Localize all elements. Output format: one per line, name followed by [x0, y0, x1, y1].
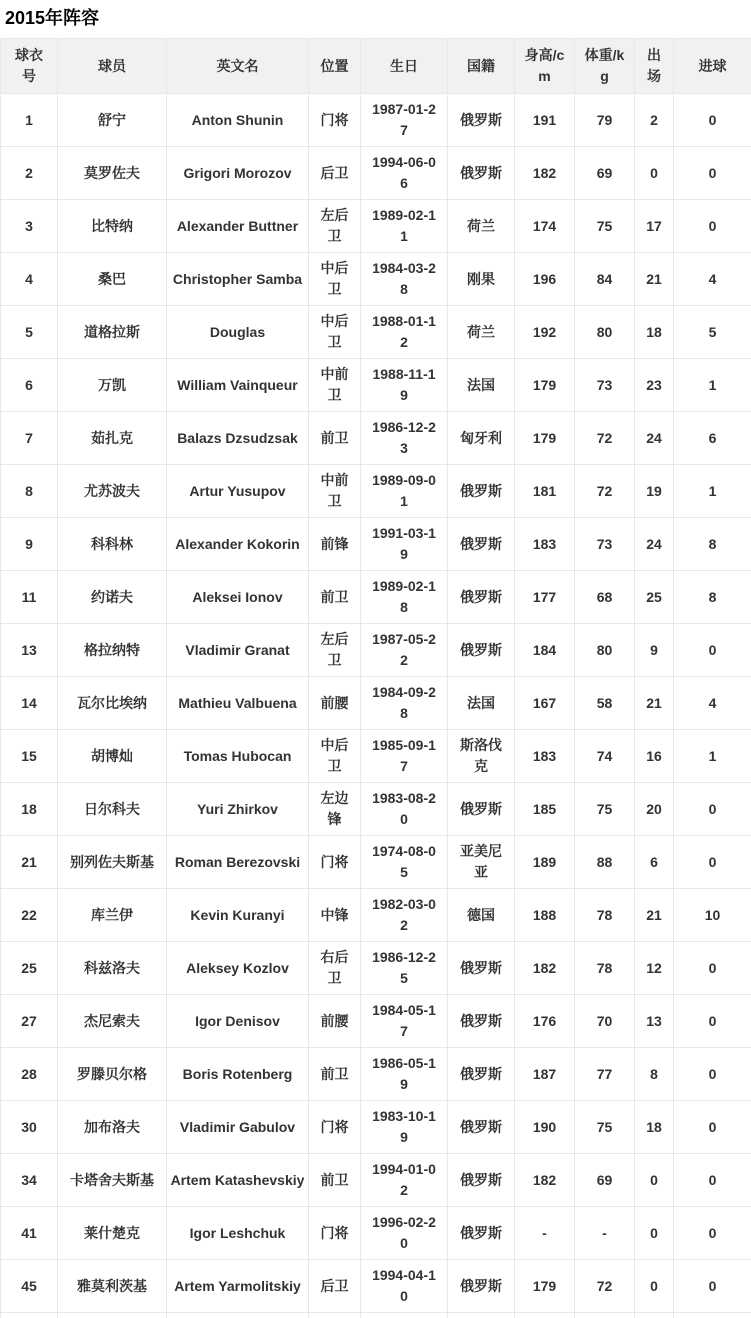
cell-position: 左后卫 — [309, 200, 361, 253]
cell-height_cm: 182 — [515, 147, 575, 200]
cell-jersey_number: 3 — [1, 200, 58, 253]
cell-position: 中后卫 — [309, 253, 361, 306]
cell-position: 中前卫 — [309, 465, 361, 518]
cell-player: 桑巴 — [58, 253, 167, 306]
cell-position: 前卫 — [309, 571, 361, 624]
cell-jersey_number: 22 — [1, 889, 58, 942]
cell-jersey_number: 28 — [1, 1048, 58, 1101]
cell-player: 罗滕贝尔格 — [58, 1048, 167, 1101]
cell-jersey_number: 41 — [1, 1207, 58, 1260]
cell-jersey_number: 7 — [1, 412, 58, 465]
cell-english_name: Artur Yusupov — [167, 465, 309, 518]
table-row — [1, 1207, 751, 1260]
cell-player: 科兹洛夫 — [58, 942, 167, 995]
cell-empty — [309, 1313, 361, 1318]
cell-weight_kg: 88 — [575, 836, 635, 889]
cell-appearances: 23 — [635, 359, 674, 412]
cell-nationality: 俄罗斯 — [448, 1154, 515, 1207]
cell-appearances: 20 — [635, 783, 674, 836]
cell-goals: 0 — [674, 1207, 751, 1260]
cell-goals: 8 — [674, 571, 751, 624]
cell-goals: 0 — [674, 94, 751, 147]
cell-empty — [635, 1313, 674, 1318]
cell-weight_kg: - — [575, 1207, 635, 1260]
cell-goals: 0 — [674, 200, 751, 253]
cell-jersey_number: 8 — [1, 465, 58, 518]
cell-jersey_number: 5 — [1, 306, 58, 359]
cell-english_name: Tomas Hubocan — [167, 730, 309, 783]
cell-goals: 0 — [674, 995, 751, 1048]
table-row — [1, 1260, 751, 1313]
cell-goals: 8 — [674, 518, 751, 571]
cell-weight_kg: 78 — [575, 942, 635, 995]
cell-player: 舒宁 — [58, 94, 167, 147]
cell-jersey_number: 4 — [1, 253, 58, 306]
cell-appearances: 0 — [635, 1207, 674, 1260]
cell-birthday: 1974-08-05 — [361, 836, 448, 889]
cell-position: 门将 — [309, 1207, 361, 1260]
col-header-goals: 进球 — [674, 39, 751, 94]
cell-nationality: 俄罗斯 — [448, 1048, 515, 1101]
cell-nationality: 俄罗斯 — [448, 465, 515, 518]
cell-position: 前锋 — [309, 518, 361, 571]
cell-birthday: 1983-08-20 — [361, 783, 448, 836]
cell-player: 瓦尔比埃纳 — [58, 677, 167, 730]
table-row — [1, 412, 751, 465]
cell-empty — [674, 1313, 751, 1318]
cell-goals: 0 — [674, 783, 751, 836]
table-row — [1, 836, 751, 889]
cell-goals: 0 — [674, 942, 751, 995]
table-row — [1, 359, 751, 412]
cell-english_name: Artem Katashevskiy — [167, 1154, 309, 1207]
cell-position: 后卫 — [309, 1260, 361, 1313]
table-row — [1, 995, 751, 1048]
cell-weight_kg: 72 — [575, 465, 635, 518]
cell-english_name: Balazs Dzsudzsak — [167, 412, 309, 465]
cell-jersey_number: 18 — [1, 783, 58, 836]
cell-player: 莱什楚克 — [58, 1207, 167, 1260]
cell-birthday: 1996-02-20 — [361, 1207, 448, 1260]
cell-player: 万凯 — [58, 359, 167, 412]
cell-jersey_number: 11 — [1, 571, 58, 624]
cell-empty — [448, 1313, 515, 1318]
cell-weight_kg: 72 — [575, 1260, 635, 1313]
cell-position: 中后卫 — [309, 306, 361, 359]
cell-birthday: 1994-01-02 — [361, 1154, 448, 1207]
cell-weight_kg: 84 — [575, 253, 635, 306]
cell-weight_kg: 75 — [575, 1101, 635, 1154]
cell-english_name: Christopher Samba — [167, 253, 309, 306]
cell-height_cm: 190 — [515, 1101, 575, 1154]
cell-jersey_number: 34 — [1, 1154, 58, 1207]
cell-weight_kg: 75 — [575, 200, 635, 253]
cell-weight_kg: 73 — [575, 518, 635, 571]
cell-goals: 4 — [674, 253, 751, 306]
cell-birthday: 1991-03-19 — [361, 518, 448, 571]
cell-player: 茹扎克 — [58, 412, 167, 465]
cell-birthday: 1982-03-02 — [361, 889, 448, 942]
cell-nationality: 俄罗斯 — [448, 783, 515, 836]
header-row — [1, 39, 751, 94]
cell-weight_kg: 79 — [575, 94, 635, 147]
cell-english_name: Roman Berezovski — [167, 836, 309, 889]
cell-appearances: 21 — [635, 677, 674, 730]
col-header-nationality: 国籍 — [448, 39, 515, 94]
cell-jersey_number: 1 — [1, 94, 58, 147]
cell-english_name: William Vainqueur — [167, 359, 309, 412]
cell-english_name: Vladimir Gabulov — [167, 1101, 309, 1154]
cell-player: 道格拉斯 — [58, 306, 167, 359]
col-header-player: 球员 — [58, 39, 167, 94]
cell-goals: 0 — [674, 1260, 751, 1313]
cell-position: 前卫 — [309, 412, 361, 465]
cell-english_name: Kevin Kuranyi — [167, 889, 309, 942]
cell-nationality: 俄罗斯 — [448, 1207, 515, 1260]
cell-player: 卡塔舍夫斯基 — [58, 1154, 167, 1207]
cell-nationality: 俄罗斯 — [448, 571, 515, 624]
cell-birthday: 1989-09-01 — [361, 465, 448, 518]
cell-height_cm: 183 — [515, 730, 575, 783]
cell-player: 科科林 — [58, 518, 167, 571]
cell-birthday: 1986-05-19 — [361, 1048, 448, 1101]
cell-jersey_number: 14 — [1, 677, 58, 730]
page-title: 2015年阵容 — [5, 8, 100, 28]
cell-jersey_number: 21 — [1, 836, 58, 889]
cell-birthday: 1989-02-11 — [361, 200, 448, 253]
cell-appearances: 16 — [635, 730, 674, 783]
roster-body — [1, 94, 751, 1318]
cell-goals: 5 — [674, 306, 751, 359]
cell-english_name: Vladimir Granat — [167, 624, 309, 677]
cell-position: 前腰 — [309, 995, 361, 1048]
col-header-jersey_number: 球衣号 — [1, 39, 58, 94]
table-row — [1, 889, 751, 942]
cell-weight_kg: 74 — [575, 730, 635, 783]
cell-jersey_number: 15 — [1, 730, 58, 783]
cell-english_name: Igor Leshchuk — [167, 1207, 309, 1260]
cell-english_name: Alexander Kokorin — [167, 518, 309, 571]
cell-nationality: 刚果 — [448, 253, 515, 306]
cell-player: 日尔科夫 — [58, 783, 167, 836]
cell-birthday: 1994-06-06 — [361, 147, 448, 200]
cell-birthday: 1988-01-12 — [361, 306, 448, 359]
cell-position: 中前卫 — [309, 359, 361, 412]
cell-height_cm: 179 — [515, 1260, 575, 1313]
cell-birthday: 1984-05-17 — [361, 995, 448, 1048]
cell-english_name: Anton Shunin — [167, 94, 309, 147]
cell-nationality: 匈牙利 — [448, 412, 515, 465]
table-row — [1, 730, 751, 783]
cell-player: 约诺夫 — [58, 571, 167, 624]
cell-goals: 1 — [674, 359, 751, 412]
cell-english_name: Yuri Zhirkov — [167, 783, 309, 836]
cell-nationality: 亚美尼亚 — [448, 836, 515, 889]
cell-nationality: 俄罗斯 — [448, 995, 515, 1048]
cell-weight_kg: 69 — [575, 147, 635, 200]
cell-weight_kg: 69 — [575, 1154, 635, 1207]
roster-table-head — [1, 39, 751, 94]
cell-height_cm: 167 — [515, 677, 575, 730]
cell-player: 库兰伊 — [58, 889, 167, 942]
cell-birthday: 1986-12-25 — [361, 942, 448, 995]
table-row — [1, 200, 751, 253]
cell-jersey_number: 30 — [1, 1101, 58, 1154]
cell-position: 前卫 — [309, 1048, 361, 1101]
table-row-partial — [1, 1313, 751, 1318]
cell-appearances: 12 — [635, 942, 674, 995]
table-row — [1, 783, 751, 836]
cell-position: 中后卫 — [309, 730, 361, 783]
cell-birthday: 1989-02-18 — [361, 571, 448, 624]
cell-appearances: 24 — [635, 412, 674, 465]
cell-goals: 1 — [674, 465, 751, 518]
cell-english_name: Mathieu Valbuena — [167, 677, 309, 730]
cell-player: 杰尼索夫 — [58, 995, 167, 1048]
cell-goals: 0 — [674, 1154, 751, 1207]
table-row — [1, 1048, 751, 1101]
cell-goals: 1 — [674, 730, 751, 783]
cell-nationality: 俄罗斯 — [448, 147, 515, 200]
cell-english_name: Aleksey Kozlov — [167, 942, 309, 995]
table-row — [1, 147, 751, 200]
table-row — [1, 942, 751, 995]
col-header-position: 位置 — [309, 39, 361, 94]
cell-jersey_number: 2 — [1, 147, 58, 200]
cell-nationality: 俄罗斯 — [448, 518, 515, 571]
cell-player: 别列佐夫斯基 — [58, 836, 167, 889]
cell-height_cm: 184 — [515, 624, 575, 677]
cell-height_cm: 181 — [515, 465, 575, 518]
cell-birthday: 1983-10-19 — [361, 1101, 448, 1154]
cell-nationality: 俄罗斯 — [448, 94, 515, 147]
cell-empty — [361, 1313, 448, 1318]
cell-appearances: 6 — [635, 836, 674, 889]
cell-appearances: 0 — [635, 1154, 674, 1207]
cell-appearances: 0 — [635, 1260, 674, 1313]
cell-birthday: 1987-05-22 — [361, 624, 448, 677]
cell-appearances: 2 — [635, 94, 674, 147]
cell-birthday: 1986-12-23 — [361, 412, 448, 465]
cell-appearances: 24 — [635, 518, 674, 571]
cell-height_cm: 187 — [515, 1048, 575, 1101]
cell-appearances: 18 — [635, 1101, 674, 1154]
col-header-appearances: 出场 — [635, 39, 674, 94]
cell-goals: 10 — [674, 889, 751, 942]
cell-nationality: 法国 — [448, 677, 515, 730]
cell-nationality: 荷兰 — [448, 200, 515, 253]
cell-nationality: 荷兰 — [448, 306, 515, 359]
cell-english_name: Aleksei Ionov — [167, 571, 309, 624]
table-row — [1, 306, 751, 359]
cell-jersey_number: 27 — [1, 995, 58, 1048]
cell-player: 胡博灿 — [58, 730, 167, 783]
cell-empty — [1, 1313, 58, 1318]
cell-player: 加布洛夫 — [58, 1101, 167, 1154]
col-header-weight_kg: 体重/kg — [575, 39, 635, 94]
cell-appearances: 19 — [635, 465, 674, 518]
cell-weight_kg: 77 — [575, 1048, 635, 1101]
cell-nationality: 俄罗斯 — [448, 1260, 515, 1313]
cell-birthday: 1987-01-27 — [361, 94, 448, 147]
cell-height_cm: 191 — [515, 94, 575, 147]
cell-weight_kg: 80 — [575, 624, 635, 677]
cell-appearances: 9 — [635, 624, 674, 677]
cell-appearances: 8 — [635, 1048, 674, 1101]
cell-height_cm: 188 — [515, 889, 575, 942]
cell-height_cm: - — [515, 1207, 575, 1260]
cell-height_cm: 189 — [515, 836, 575, 889]
cell-weight_kg: 73 — [575, 359, 635, 412]
table-row — [1, 253, 751, 306]
cell-position: 左后卫 — [309, 624, 361, 677]
cell-empty — [58, 1313, 167, 1318]
table-row — [1, 571, 751, 624]
cell-nationality: 德国 — [448, 889, 515, 942]
cell-player: 雅莫利茨基 — [58, 1260, 167, 1313]
cell-player: 尤苏波夫 — [58, 465, 167, 518]
table-row — [1, 94, 751, 147]
cell-appearances: 21 — [635, 889, 674, 942]
table-row — [1, 677, 751, 730]
cell-jersey_number: 6 — [1, 359, 58, 412]
cell-weight_kg: 68 — [575, 571, 635, 624]
col-header-birthday: 生日 — [361, 39, 448, 94]
cell-empty — [167, 1313, 309, 1318]
cell-height_cm: 185 — [515, 783, 575, 836]
cell-empty — [575, 1313, 635, 1318]
cell-weight_kg: 58 — [575, 677, 635, 730]
cell-height_cm: 192 — [515, 306, 575, 359]
cell-height_cm: 174 — [515, 200, 575, 253]
cell-height_cm: 183 — [515, 518, 575, 571]
cell-appearances: 18 — [635, 306, 674, 359]
cell-jersey_number: 13 — [1, 624, 58, 677]
cell-player: 格拉纳特 — [58, 624, 167, 677]
cell-english_name: Artem Yarmolitskiy — [167, 1260, 309, 1313]
cell-goals: 0 — [674, 836, 751, 889]
cell-english_name: Boris Rotenberg — [167, 1048, 309, 1101]
cell-player: 比特纳 — [58, 200, 167, 253]
cell-position: 左边锋 — [309, 783, 361, 836]
table-row — [1, 1101, 751, 1154]
cell-height_cm: 177 — [515, 571, 575, 624]
cell-nationality: 斯洛伐克 — [448, 730, 515, 783]
cell-empty — [515, 1313, 575, 1318]
cell-height_cm: 176 — [515, 995, 575, 1048]
cell-appearances: 17 — [635, 200, 674, 253]
cell-appearances: 0 — [635, 147, 674, 200]
table-row — [1, 465, 751, 518]
cell-birthday: 1988-11-19 — [361, 359, 448, 412]
cell-weight_kg: 80 — [575, 306, 635, 359]
cell-nationality: 俄罗斯 — [448, 1101, 515, 1154]
cell-weight_kg: 70 — [575, 995, 635, 1048]
cell-player: 莫罗佐夫 — [58, 147, 167, 200]
cell-birthday: 1994-04-10 — [361, 1260, 448, 1313]
table-row — [1, 1154, 751, 1207]
cell-birthday: 1984-09-28 — [361, 677, 448, 730]
cell-position: 中锋 — [309, 889, 361, 942]
cell-appearances: 25 — [635, 571, 674, 624]
cell-weight_kg: 72 — [575, 412, 635, 465]
table-row — [1, 518, 751, 571]
cell-english_name: Douglas — [167, 306, 309, 359]
cell-appearances: 21 — [635, 253, 674, 306]
cell-english_name: Grigori Morozov — [167, 147, 309, 200]
cell-height_cm: 196 — [515, 253, 575, 306]
cell-position: 前腰 — [309, 677, 361, 730]
cell-weight_kg: 75 — [575, 783, 635, 836]
cell-goals: 0 — [674, 147, 751, 200]
cell-birthday: 1985-09-17 — [361, 730, 448, 783]
cell-position: 门将 — [309, 94, 361, 147]
cell-english_name: Igor Denisov — [167, 995, 309, 1048]
cell-nationality: 法国 — [448, 359, 515, 412]
cell-height_cm: 182 — [515, 1154, 575, 1207]
cell-jersey_number: 9 — [1, 518, 58, 571]
cell-position: 右后卫 — [309, 942, 361, 995]
roster-table — [0, 38, 751, 1318]
cell-goals: 0 — [674, 1048, 751, 1101]
cell-jersey_number: 45 — [1, 1260, 58, 1313]
col-header-height_cm: 身高/cm — [515, 39, 575, 94]
col-header-english_name: 英文名 — [167, 39, 309, 94]
cell-height_cm: 179 — [515, 412, 575, 465]
cell-english_name: Alexander Buttner — [167, 200, 309, 253]
cell-birthday: 1984-03-28 — [361, 253, 448, 306]
cell-height_cm: 182 — [515, 942, 575, 995]
cell-goals: 0 — [674, 1101, 751, 1154]
table-row — [1, 624, 751, 677]
cell-position: 后卫 — [309, 147, 361, 200]
cell-goals: 6 — [674, 412, 751, 465]
cell-position: 前卫 — [309, 1154, 361, 1207]
cell-goals: 4 — [674, 677, 751, 730]
cell-height_cm: 179 — [515, 359, 575, 412]
cell-nationality: 俄罗斯 — [448, 624, 515, 677]
cell-jersey_number: 25 — [1, 942, 58, 995]
cell-position: 门将 — [309, 1101, 361, 1154]
cell-nationality: 俄罗斯 — [448, 942, 515, 995]
cell-weight_kg: 78 — [575, 889, 635, 942]
cell-position: 门将 — [309, 836, 361, 889]
cell-appearances: 13 — [635, 995, 674, 1048]
cell-goals: 0 — [674, 624, 751, 677]
